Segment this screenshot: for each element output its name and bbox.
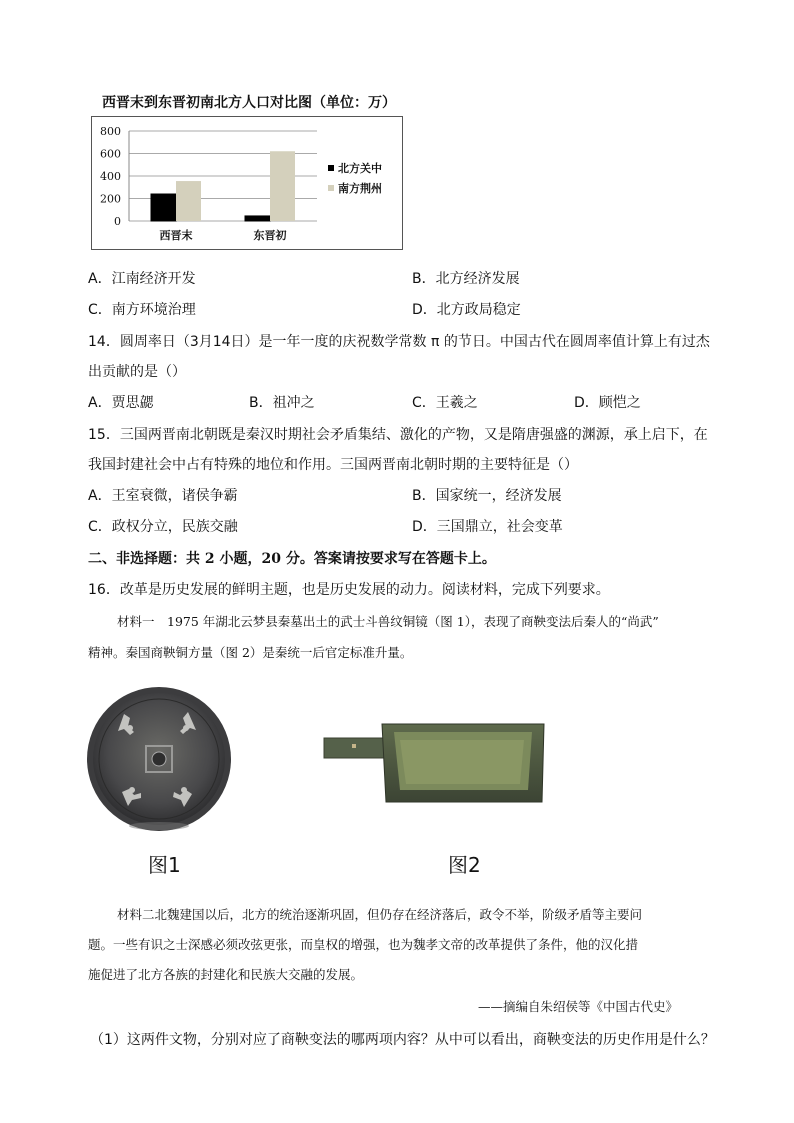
chart-title: 西晋末到东晋初南北方人口对比图（单位：万）: [102, 95, 396, 111]
material2-line2: 题。一些有识之士深感必须改弦更张，而皇权的增强，也为魏孝文帝的改革提供了条件，他的汉化措: [88, 937, 639, 952]
chart-bar: [176, 181, 201, 221]
chart-x-tick-label: 西晋末: [159, 229, 193, 242]
q15-option-a: A．王室衰微，诸侯争霸: [88, 488, 238, 504]
chart-y-tick-label: 0: [114, 215, 121, 228]
material2-line3: 施促进了北方各族的封建化和民族大交融的发展。: [88, 967, 364, 982]
chart-y-tick-label: 400: [100, 170, 121, 183]
bronze-measure-image: [322, 712, 548, 810]
q14-option-d: D．顾恺之: [574, 395, 641, 411]
q15-stem-line2: 我国封建社会中占有特殊的地位和作用。三国两晋南北朝时期的主要特征是（）: [88, 457, 578, 473]
population-chart: [91, 116, 403, 250]
q14-stem-line2: 出贡献的是（）: [88, 364, 186, 380]
q15-stem-line1: 15．三国两晋南北朝既是秦汉时期社会矛盾集结、激化的产物，又是隋唐强盛的渊源，承上启下，在: [88, 427, 708, 443]
q13-option-d: D．北方政局稳定: [412, 302, 521, 318]
chart-legend-label: 南方荆州: [338, 182, 382, 195]
chart-legend-swatch: [328, 165, 334, 171]
q16-sub1: （1）这两件文物，分别对应了商鞅变法的哪两项内容？从中可以看出，商鞅变法的历史作用是什么？: [90, 1032, 715, 1048]
q14-option-c: C．王羲之: [412, 395, 478, 411]
material2-source: ——摘编自朱绍侯等《中国古代史》: [478, 999, 679, 1014]
q15-option-c: C．政权分立，民族交融: [88, 519, 238, 535]
q15-option-b: B．国家统一，经济发展: [412, 488, 562, 504]
q13-option-c: C．南方环境治理: [88, 302, 196, 318]
material1-line2: 精神。秦国商鞅铜方量（图 2）是秦统一后官定标准升量。: [88, 645, 413, 660]
bronze-mirror-image: [84, 684, 234, 834]
q14-option-b: B．祖冲之: [249, 395, 315, 411]
material1-line1: 材料一 1975 年湖北云梦县秦墓出土的武士斗兽纹铜镜（图 1），表现了商鞅变法后秦人的“尚武”: [117, 614, 659, 629]
chart-bar: [270, 151, 295, 221]
section-heading: 二、非选择题：共 2 小题，20 分。答案请按要求写在答题卡上。: [88, 551, 496, 567]
material2-line1: 材料二北魏建国以后，北方的统治逐渐巩固，但仍存在经济落后，政令不举，阶级矛盾等主要问: [117, 907, 643, 922]
chart-canvas: [92, 117, 402, 249]
chart-x-tick-label: 东晋初: [253, 229, 287, 242]
q13-option-b: B．北方经济发展: [412, 271, 520, 287]
q14-option-a: A．贾思勰: [88, 395, 154, 411]
chart-y-tick-label: 800: [100, 125, 121, 138]
q13-option-a: A．江南经济开发: [88, 271, 196, 287]
figure2-label: 图2: [448, 853, 481, 877]
figure1-label: 图1: [148, 853, 181, 877]
chart-bar: [151, 194, 176, 221]
chart-legend-label: 北方关中: [338, 162, 382, 175]
q14-stem-line1: 14．圆周率日（3月14日）是一年一度的庆祝数学常数 π 的节日。中国古代在圆周率值计算上有过杰: [88, 334, 710, 350]
chart-y-tick-label: 600: [100, 147, 121, 161]
chart-legend-swatch: [328, 185, 334, 191]
q16-stem: 16．改革是历史发展的鲜明主题，也是历史发展的动力。阅读材料，完成下列要求。: [88, 582, 610, 598]
chart-y-tick-label: 200: [100, 192, 121, 206]
chart-bar: [245, 216, 270, 221]
q15-option-d: D．三国鼎立，社会变革: [412, 519, 563, 535]
